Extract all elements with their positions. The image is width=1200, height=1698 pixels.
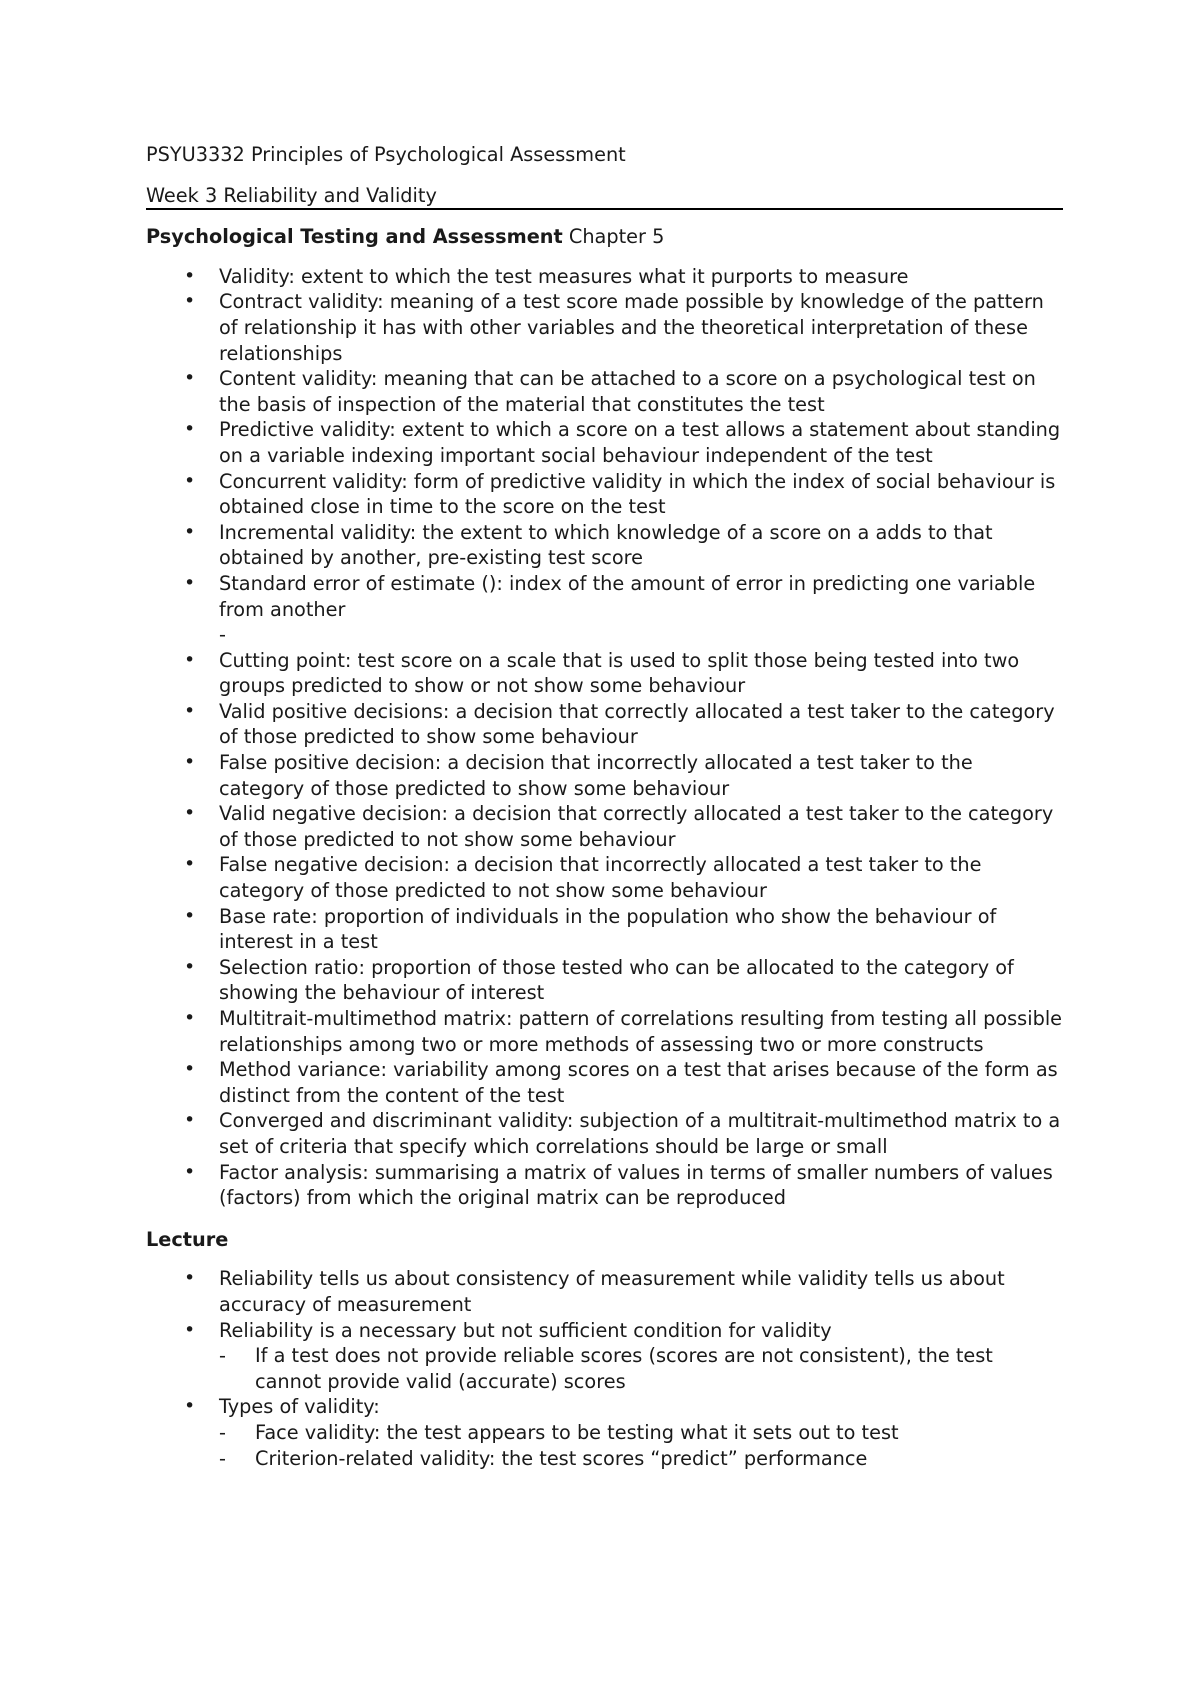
lecture-heading: Lecture xyxy=(146,1227,229,1251)
list-item: • Valid negative decision: a decision that correctly allocated a test taker to the category of those predicted to not show some behaviour xyxy=(146,801,1063,852)
list-item: • False negative decision: a decision that incorrectly allocated a test taker to the category of those predicted to not show some behaviour xyxy=(146,852,1063,903)
list-item: • Predictive validity: extent to which a score on a test allows a statement about standing on a variable indexing important social behaviour independent of the test xyxy=(146,417,1063,468)
lecture-list xyxy=(146,1266,1063,1471)
textbook-list-b xyxy=(146,648,1063,1211)
list-item: • Factor analysis: summarising a matrix of values in terms of smaller numbers of values (factors) from which the original matrix can be reproduced xyxy=(146,1160,1063,1211)
sub-list-item: - Criterion-related validity: the test scores “predict” performance xyxy=(219,1446,1063,1472)
sub-list-item: - If a test does not provide reliable scores (scores are not consistent), the test cannot provide valid (accurate) scores xyxy=(219,1343,1063,1394)
list-item: • Reliability tells us about consistency of measurement while validity tells us about accuracy of measurement xyxy=(146,1266,1063,1317)
list-item: • Cutting point: test score on a scale that is used to split those being tested into two groups predicted to show or not show some behaviour xyxy=(146,648,1063,699)
list-item: • Reliability is a necessary but not sufficient condition for validity - If a test does not provide reliable scores (scores are not consistent), the test cannot provide valid (accurate) scores xyxy=(146,1318,1063,1395)
list-item: • Base rate: proportion of individuals in the population who show the behaviour of interest in a test xyxy=(146,904,1063,955)
sub-list xyxy=(219,1420,1063,1471)
list-item: • Selection ratio: proportion of those tested who can be allocated to the category of showing the behaviour of interest xyxy=(146,955,1063,1006)
stray-dash: - xyxy=(219,623,226,647)
textbook-list-a xyxy=(146,264,1063,622)
list-item: • Valid positive decisions: a decision that correctly allocated a test taker to the category of those predicted to show some behaviour xyxy=(146,699,1063,750)
list-item: • Standard error of estimate (): index of the amount of error in predicting one variable from another xyxy=(146,571,1063,622)
sub-list xyxy=(219,1343,1063,1394)
document-body xyxy=(146,142,1063,1471)
list-item: • Incremental validity: the extent to which knowledge of a score on a adds to that obtained by another, pre-existing test score xyxy=(146,520,1063,571)
sub-list-item: - Face validity: the test appears to be testing what it sets out to test xyxy=(219,1420,1063,1446)
list-item: • False positive decision: a decision that incorrectly allocated a test taker to the category of those predicted to show some behaviour xyxy=(146,750,1063,801)
list-item: • Types of validity: - Face validity: the test appears to be testing what it sets out to test - Criterion-related validity: the test scores “predict” performance xyxy=(146,1394,1063,1471)
list-item: • Validity: extent to which the test measures what it purports to measure xyxy=(146,264,1063,290)
week-title: Week 3 Reliability and Validity xyxy=(146,183,1063,211)
list-item: • Concurrent validity: form of predictive validity in which the index of social behaviour is obtained close in time to the score on the test xyxy=(146,469,1063,520)
textbook-chapter: Chapter 5 xyxy=(562,225,665,249)
course-title: PSYU3332 Principles of Psychological Assessment xyxy=(146,143,626,166)
textbook-title: Psychological Testing and Assessment xyxy=(146,225,563,249)
list-item: • Contract validity: meaning of a test score made possible by knowledge of the pattern of relationship it has with other variables and the theoretical interpretation of these relationships xyxy=(146,289,1063,366)
list-item: • Converged and discriminant validity: subjection of a multitrait-multimethod matrix to a set of criteria that specify which correlations should be large or small xyxy=(146,1108,1063,1159)
list-item: • Multitrait-multimethod matrix: pattern of correlations resulting from testing all possible relationships among two or more methods of assessing two or more constructs xyxy=(146,1006,1063,1057)
list-item: • Method variance: variability among scores on a test that arises because of the form as distinct from the content of the test xyxy=(146,1057,1063,1108)
textbook-section-heading xyxy=(146,224,1063,250)
list-item: • Content validity: meaning that can be attached to a score on a psychological test on the basis of inspection of the material that constitutes the test xyxy=(146,366,1063,417)
